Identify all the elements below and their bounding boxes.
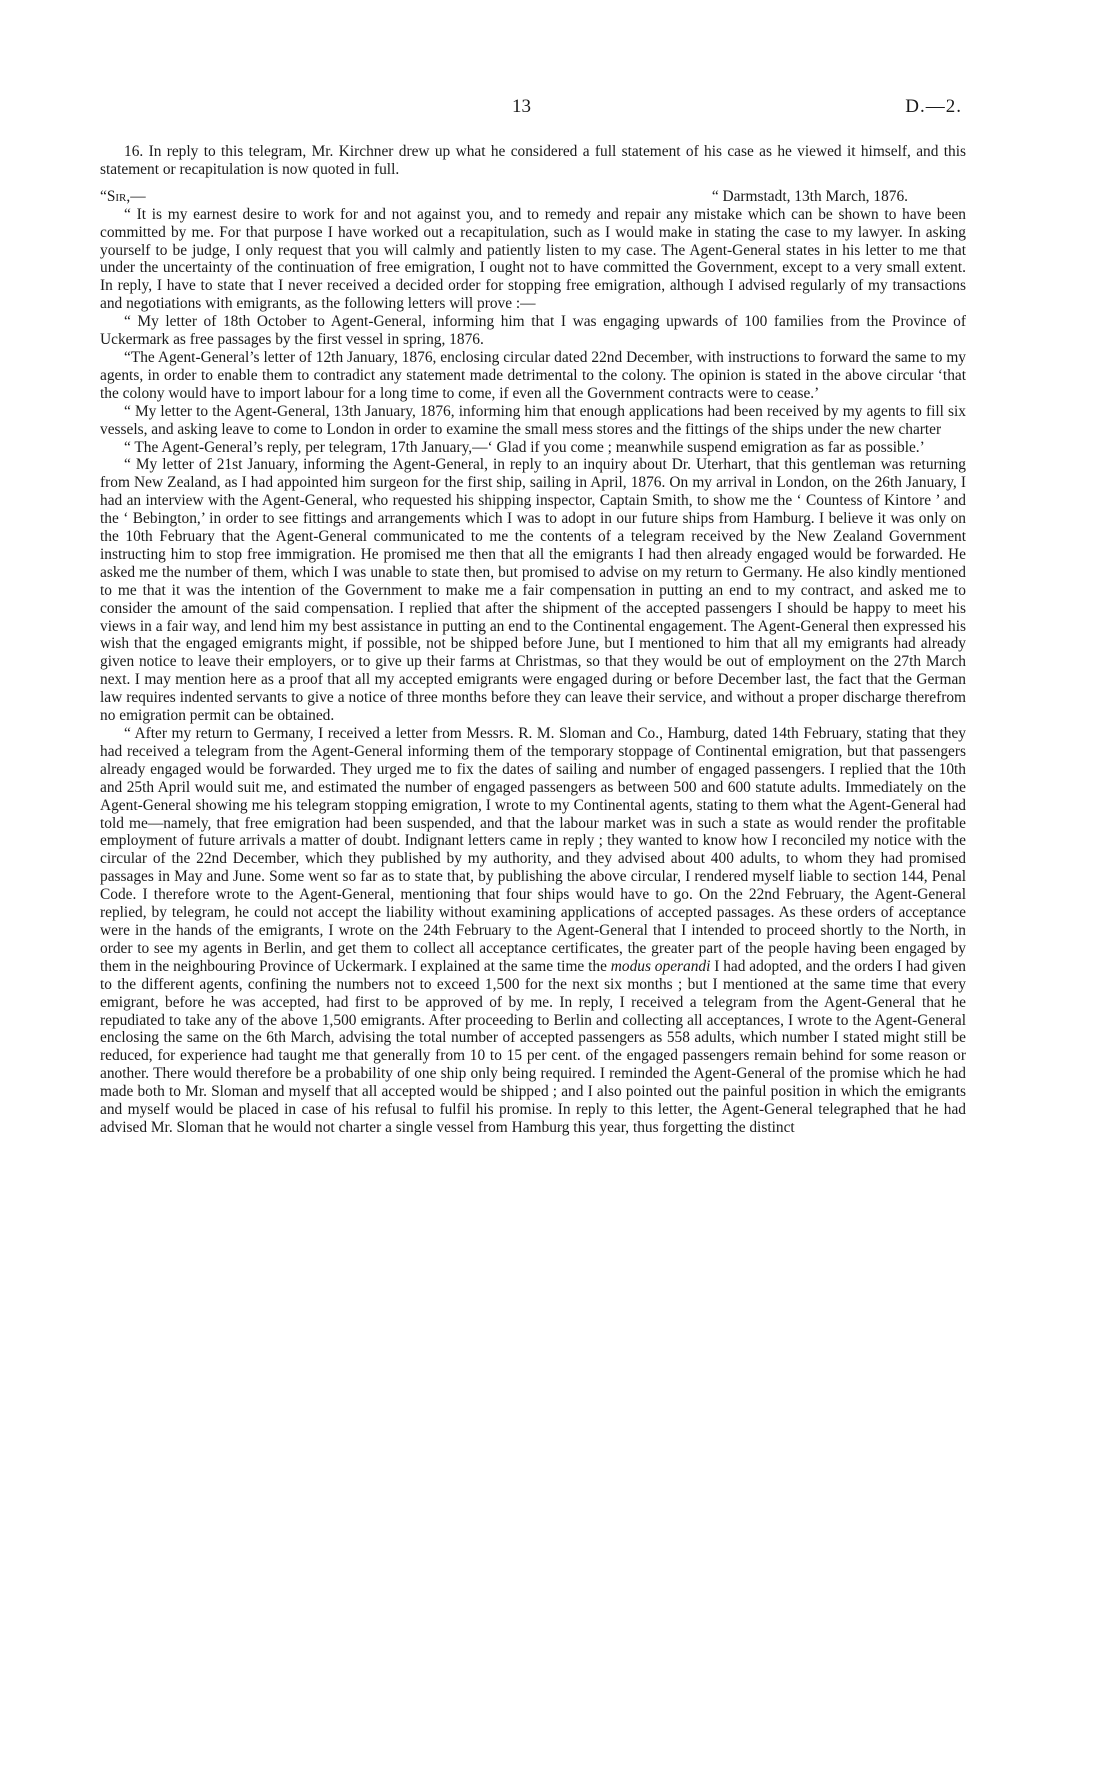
letter-paragraph: “ My letter of 18th October to Agent-General, informing him that I was engaging upwards of 100 families from the Province of Uckermark as free passages by the first vessel in spring, 1876. [100,313,966,349]
letter-paragraph: “The Agent-General’s letter of 12th January, 1876, enclosing circular dated 22nd December, with instructions to forward the same to my agents, in order to enable them to contradict any statement made detrimental to the colony. The opinion is stated in the above circular ‘that the colony would have to import labour for a long time to come, if even all the Government contracts were to cease.’ [100,348,966,402]
letter-paragraph [100,725,966,1137]
document-body [100,143,966,1137]
letter-paragraph: “ My letter of 21st January, informing the Agent-General, in reply to an inquiry about Dr. Uterhart, that this gentleman was returning from New Zealand, as I had appointed him surgeon for the first ship, sailing in April, 1876. On my arrival in London, on the 26th January, I had an interview with the Agent-General, who requested his shipping inspector, Captain Smith, to show me the ‘ Countess of Kintore ’ and the ‘ Bebington,’ in order to see fittings and arrangements which I was to adopt in our future ships from Hamburg. I believe it was only on the 10th February that the Agent-General communicated to me the contents of a telegram received by the New Zealand Government instructing him to stop free immigration. He promised me then that all the emigrants I had then already engaged would be forwarded. He asked me the number of them, which I was unable to state then, but promised to advise on my return to Germany. He also kindly mentioned to me that it was the intention of the Government to make me a fair compensation in putting an end to my contract, and asked me to consider the amount of the said compensation. I replied that after the shipment of the accepted passengers I should be happy to meet his views in a fair way, and lend him my best assistance in putting an end to the Continental engagement. The Agent-General then expressed his wish that the engaged emigrants might, if possible, not be shipped before June, but I mentioned to him that all my emigrants had already given notice to leave their employers, or to give up their farms at Christmas, so that they would be out of employment on the 27th March next. I may mention here as a proof that all my accepted emigrants were engaged during or before December last, the fact that the German law requires indented servants to give a notice of three months before they can leave their service, and without a proper discharge therefrom no emigration permit can be obtained. [100,456,966,725]
letter-paragraph: “ My letter to the Agent-General, 13th January, 1876, informing him that enough applications had been received by my agents to fill six vessels, and asking leave to come to London in order to examine the small mess stores and the fittings of the ships under the new charter [100,402,966,438]
place-date: “ Darmstadt, 13th March, 1876. [711,187,908,205]
salutation: “Sir,— [100,187,146,205]
italic-term: modus operandi [610,957,711,975]
page-header [0,96,1114,126]
document-reference: D.—2. [905,96,962,117]
letter-paragraph: “ It is my earnest desire to work for and not against you, and to remedy and repair any mistake which can be shown to have been committed by me. For that purpose I have worked out a recapitulation, such as I would make in stating the case to my lawyer. In asking yourself to be judge, I only request that you will calmly and patiently listen to my case. The Agent-General states in his letter to me that under the uncertainty of the continuation of free emigration, I ought not to have committed the Government, except to a very small extent. In reply, I have to state that I never received a decided order for stopping free emigration, although I advised regularly of my transactions and negotiations with emigrants, as the following letters will prove :— [100,205,966,313]
paragraph-text: “ After my return to Germany, I received a letter from Messrs. R. M. Sloman and Co., Hamburg, dated 14th February, stating that they had received a telegram from the Agent-General informing them of the temporary stoppage of Continental emigration, but that passengers already engaged would be forwarded. They urged me to fix the dates of sailing and number of engaged passengers. I replied that the 10th and 25th April would suit me, and estimated the number of engaged passengers as between 500 and 600 statute adults. Immediately on the Agent-General showing me his telegram stopping emigration, I wrote to my Continental agents, stating to them what the Agent-General had told me—namely, that free emigration had been suspended, and that the labour market was in such a state as would render the profitable employment of future arrivals a matter of doubt. Indignant letters came in reply ; they wanted to know how I reconciled my notice with the circular of the 22nd December, which they published by my authority, and they advised about 400 adults, to whom they had promised passages in May and June. Some went so far as to state that, by publishing the above circular, I rendered myself liable to section 144, Penal Code. I therefore wrote to the Agent-General, mentioning that four ships would have to go. On the 22nd February, the Agent-General replied, by telegram, he could not accept the liability without examining applications of accepted passages. As these orders of acceptance were in the hands of the emigrants, I wrote on the 24th February to the Agent-General that I intended to proceed shortly to the North, in order to see my agents in Berlin, and get them to collect all acceptance certificates, the greater part of the people having been engaged by them in the neighbouring Province of Uckermark. I explained at the same time the [100,725,966,975]
letter-heading [100,188,966,206]
paragraph-text-continued: I had adopted, and the orders I had given to the different agents, confining the numbers not to exceed 1,500 for the next six months ; but I mentioned at the same time that every emigrant, before he was accepted, had first to be approved of by me. In reply, I received a telegram from the Agent-General that he repudiated to take any of the above 1,500 emigrants. After proceeding to Berlin and collecting all acceptances, I wrote to the Agent-General enclosing the same on the 6th March, advising the total number of accepted passengers as 558 adults, which number I stated might still be reduced, for experience had taught me that generally from 10 to 15 per cent. of the engaged passengers remain behind for some reason or another. There would therefore be a probability of one ship only being required. I reminded the Agent-General of the promise which he had made both to Mr. Sloman and myself that all accepted would be shipped ; and I also pointed out the painful position in which the emigrants and myself would be placed in case of his refusal to fulfil his promise. In reply to this letter, the Agent-General telegraphed that he had advised Mr. Sloman that he would not charter a single vessel from Hamburg this year, thus forgetting the distinct [100,957,966,1136]
intro-paragraph: 16. In reply to this telegram, Mr. Kirchner drew up what he considered a full statement of his case as he viewed it himself, and this statement or recapitulation is now quoted in full. [100,143,966,178]
letter-paragraph: “ The Agent-General’s reply, per telegram, 17th January,—‘ Glad if you come ; meanwhile suspend emigration as far as possible.’ [124,438,925,456]
page-number: 13 [512,96,531,117]
